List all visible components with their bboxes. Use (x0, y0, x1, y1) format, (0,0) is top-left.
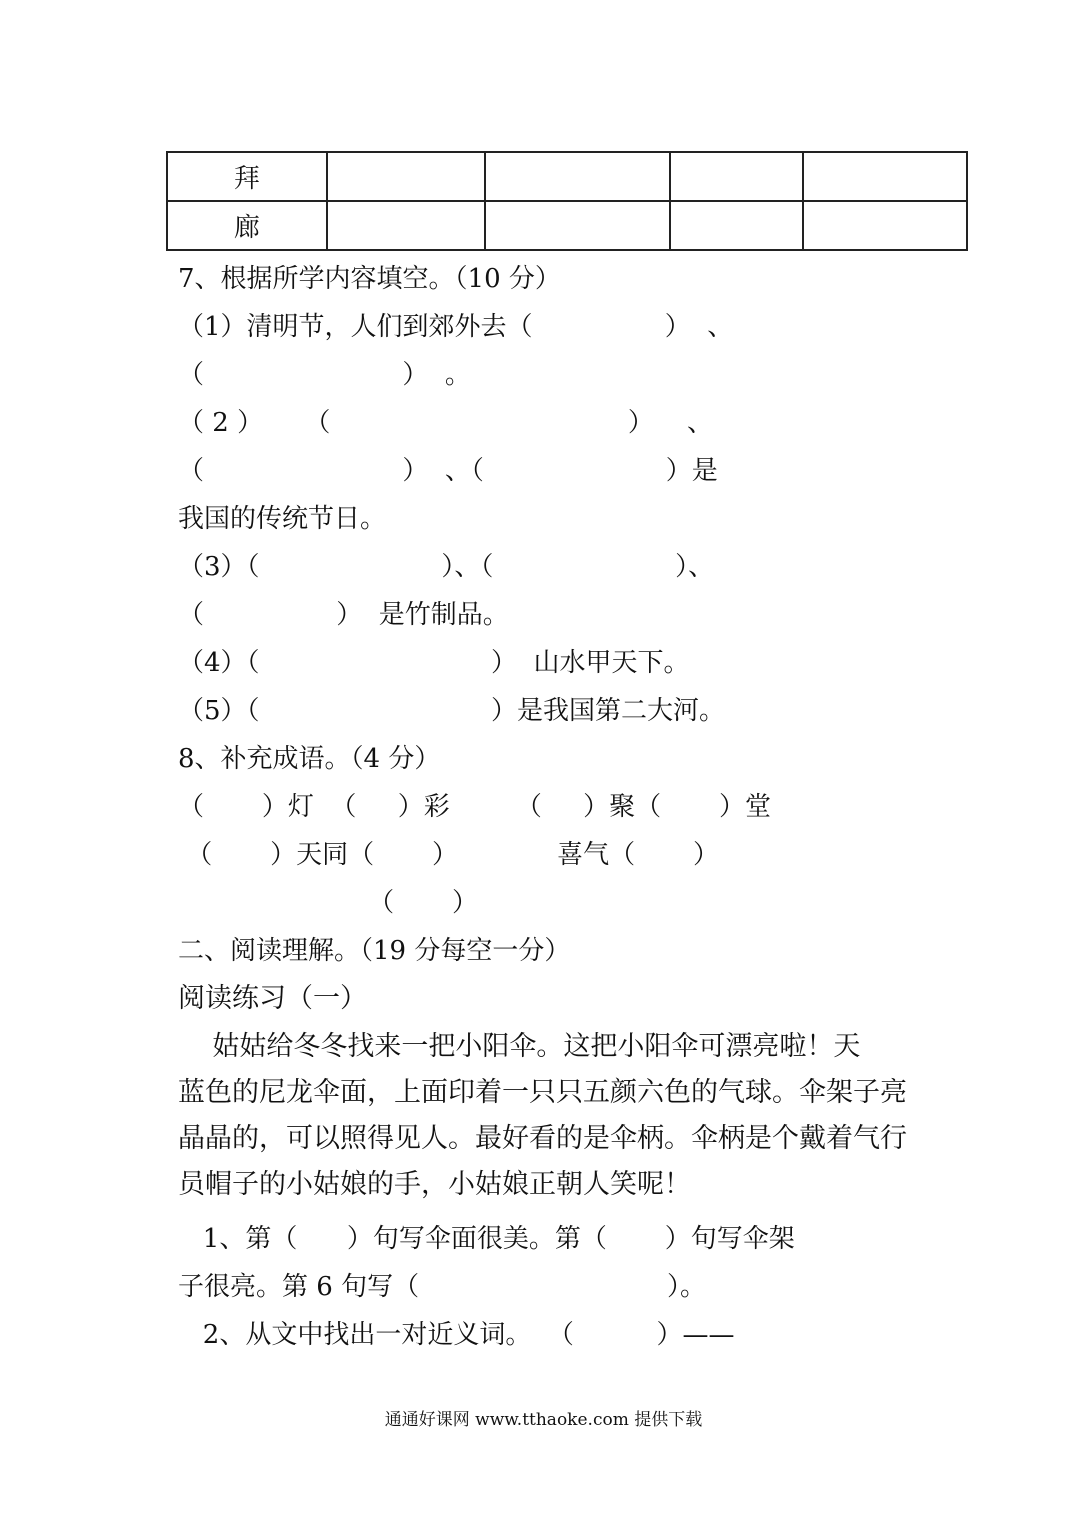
table-cell-blank (485, 152, 670, 201)
reading-question-1: 1、第（ ）句写伞面很美。第（ ）句写伞架 (178, 1224, 795, 1254)
table-cell-blank (803, 201, 967, 250)
passage-line-1: 姑姑给冬冬找来一把小阳伞。这把小阳伞可漂亮啦！天 (178, 1031, 861, 1062)
page-footer: 通通好课网 www.tthaoke.com 提供下载 (384, 1410, 703, 1430)
passage-line-2: 蓝色的尼龙伞面，上面印着一只只五颜六色的气球。伞架子亮 (178, 1077, 907, 1108)
question-7-item-2: （ 2 ） （ ） 、 (178, 408, 713, 438)
table-row (167, 201, 967, 250)
table-cell-blank (485, 201, 670, 250)
table-cell-blank (327, 201, 486, 250)
table-cell-blank (803, 152, 967, 201)
reading-question-2: 2、从文中找出一对近义词。 （ ）—— (178, 1320, 735, 1350)
character-table (166, 151, 968, 251)
question-7-title: 7、根据所学内容填空。（10 分） (178, 264, 561, 294)
passage-line-3: 晶晶的，可以照得见人。最好看的是伞柄。伞柄是个戴着气行 (178, 1123, 907, 1154)
question-7-item-3: （3）（ ）、（ ）、 (178, 552, 715, 582)
question-7-item-1: （1）清明节，人们到郊外去（ ） 、 (178, 312, 734, 342)
table-row (167, 152, 967, 201)
table-cell-blank (670, 152, 804, 201)
question-7-item-1-cont: （ ） 。 (178, 360, 471, 390)
idiom-row-2: （ ）天同（ ） 喜气（ ） (178, 840, 719, 870)
question-7-item-2-end: 我国的传统节日。 (178, 504, 387, 534)
table-cell-char: 廊 (167, 201, 327, 250)
question-7-item-4: （4）（ ） 山水甲天下。 (178, 648, 690, 678)
reading-question-1-cont: 子很亮。第 6 句写（ ）。 (178, 1272, 707, 1302)
idiom-row-1: （ ）灯 （ ）彩 （ ）聚（ ）堂 (178, 792, 771, 822)
idiom-row-3: （ ） (178, 888, 478, 918)
question-7-item-5: （5）（ ）是我国第二大河。 (178, 696, 725, 726)
section-2-title: 二、阅读理解。（19 分每空一分） (178, 936, 571, 966)
question-8-title: 8、补充成语。（4 分） (178, 744, 441, 774)
table-cell-blank (670, 201, 804, 250)
question-7-item-2-cont: （ ） 、（ ）是 (178, 456, 718, 486)
table-cell-blank (327, 152, 486, 201)
table-cell-char: 拜 (167, 152, 327, 201)
passage-line-4: 员帽子的小姑娘的手，小姑娘正朝人笑呢！ (178, 1169, 691, 1200)
reading-exercise-title: 阅读练习（一） (178, 983, 367, 1014)
question-7-item-3-cont: （ ） 是竹制品。 (178, 600, 509, 630)
